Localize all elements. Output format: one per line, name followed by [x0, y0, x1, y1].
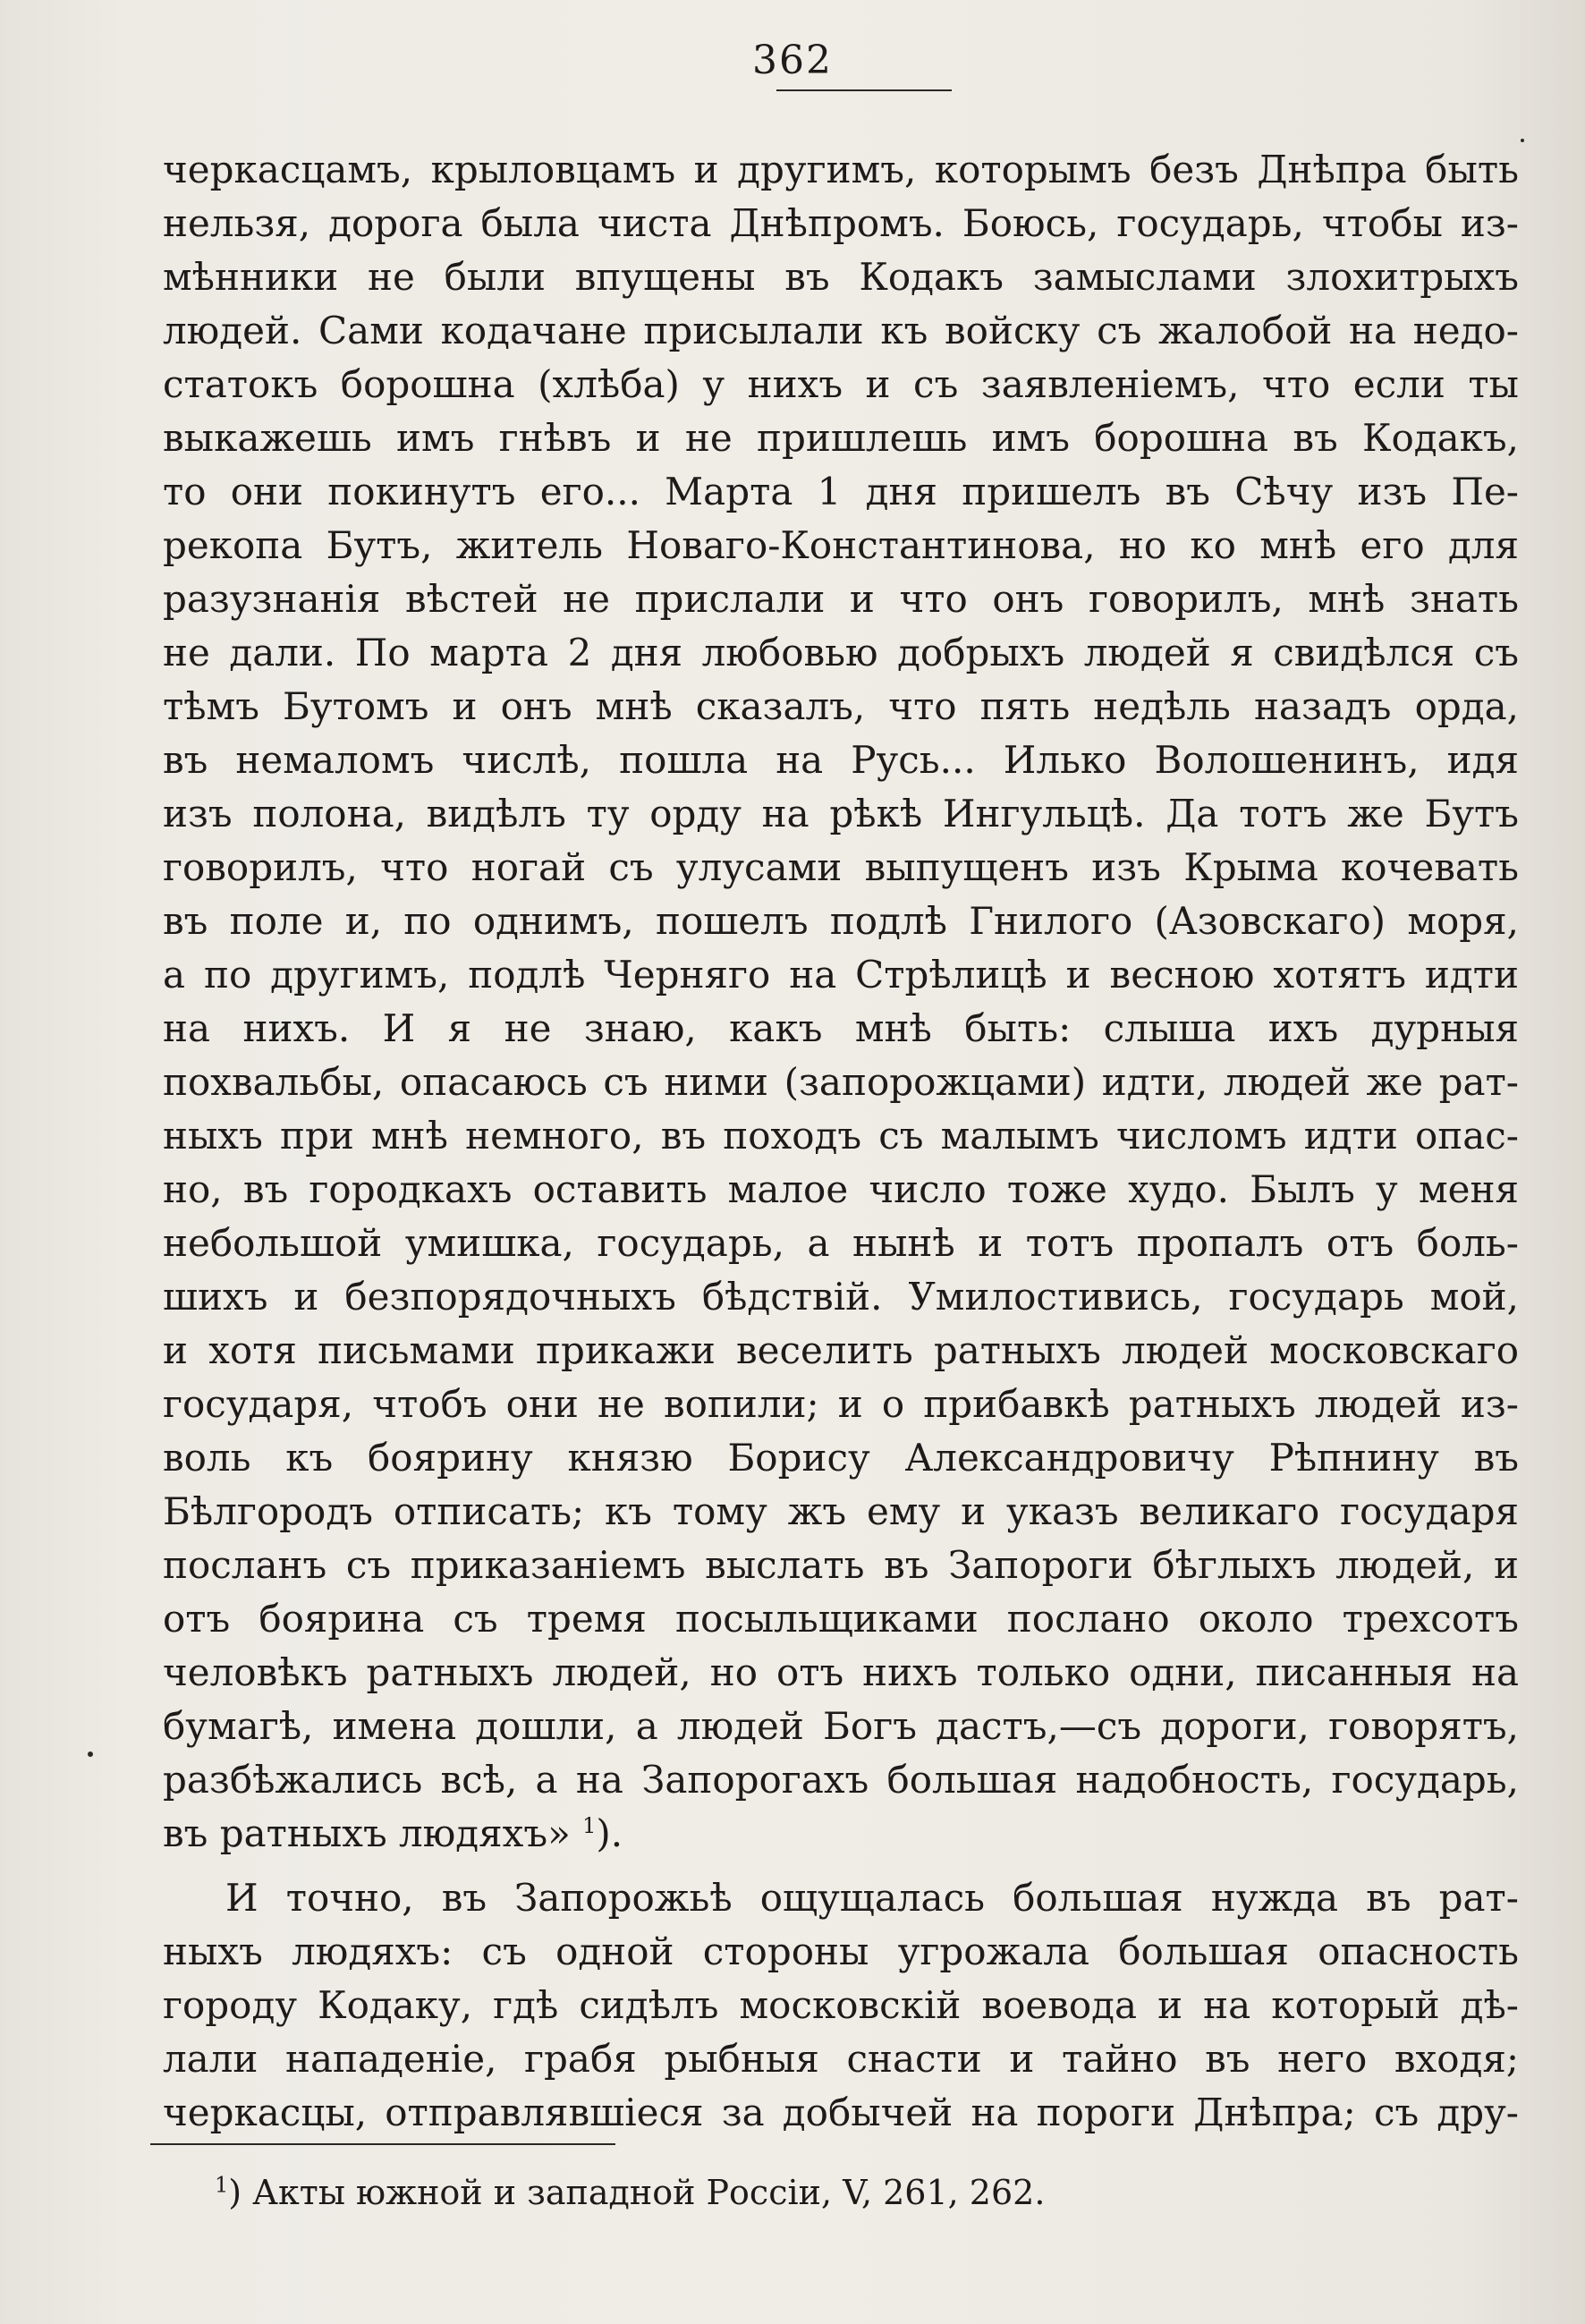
- text-line: нельзя, дорога была чиста Днѣпромъ. Боюсь, государь, чтобы из-: [163, 201, 1519, 245]
- text-line: говорилъ, что ногай съ улусами выпущенъ изъ Крыма кочевать: [163, 845, 1519, 889]
- footnote-rule: [150, 2143, 615, 2145]
- text-line: черкасцамъ, крыловцамъ и другимъ, которымъ безъ Днѣпра быть: [163, 148, 1519, 191]
- footnote-marker: 1: [215, 2172, 229, 2198]
- text-line: городу Кодаку, гдѣ сидѣлъ московскій воевода и на который дѣ-: [163, 1983, 1519, 2027]
- margin-dot: [88, 1751, 93, 1757]
- text-line: но, въ городкахъ оставить малое число тоже худо. Былъ у меня: [163, 1167, 1519, 1211]
- text-line: то они покинутъ его... Марта 1 дня пришелъ въ Сѣчу изъ Пе-: [163, 470, 1519, 513]
- text-fragment: въ ратныхъ людяхъ»: [163, 1811, 571, 1855]
- text-line: И точно, въ Запорожьѣ ощущалась большая нужда въ рат-: [225, 1876, 1519, 1920]
- text-line: и хотя письмами прикажи веселить ратныхъ людей московскаго: [163, 1328, 1519, 1372]
- text-line: ныхъ при мнѣ немного, въ походъ съ малымъ числомъ идти опас-: [163, 1114, 1519, 1158]
- text-line: мѣнники не были впущены въ Кодакъ замыслами злохитрыхъ: [163, 255, 1519, 299]
- text-line: въ немаломъ числѣ, пошла на Русь... Илько Волошенинъ, идя: [163, 738, 1519, 782]
- text-line: бумагѣ, имена дошли, а людей Богъ дастъ,—съ дороги, говорятъ,: [163, 1704, 1519, 1748]
- text-line: посланъ съ приказаніемъ выслать въ Запороги бѣглыхъ людей, и: [163, 1543, 1519, 1587]
- text-line: ныхъ людяхъ: съ одной стороны угрожала большая опасность: [163, 1930, 1519, 1973]
- text-line: разбѣжались всѣ, а на Запорогахъ большая надобность, государь,: [163, 1758, 1519, 1802]
- footnote-reference[interactable]: 1: [582, 1813, 597, 1838]
- text-line: статокъ борошна (хлѣба) у нихъ и съ заявленіемъ, что если ты: [163, 362, 1519, 406]
- text-line: отъ боярина съ тремя посыльщиками послано около трехсотъ: [163, 1597, 1519, 1641]
- paragraph: [163, 1871, 1519, 2140]
- text-line: небольшой умишка, государь, а нынѣ и тотъ пропалъ отъ боль-: [163, 1221, 1519, 1265]
- paragraph-gap: [163, 1861, 1519, 1871]
- text-line: человѣкъ ратныхъ людей, но отъ нихъ только одни, писанныя на: [163, 1650, 1519, 1694]
- page-number-rule: [776, 89, 952, 91]
- text-line: лали нападеніе, грабя рыбныя снасти и тайно въ него входя;: [163, 2037, 1519, 2081]
- text-line: въ поле и, по однимъ, пошелъ подлѣ Гнилого (Азовскаго) моря,: [163, 899, 1519, 943]
- text-line: разузнанія вѣстей не прислали и что онъ говорилъ, мнѣ знать: [163, 577, 1519, 621]
- page-number: 362: [752, 38, 833, 83]
- text-line: шихъ и безпорядочныхъ бѣдствій. Умилостивись, государь мой,: [163, 1275, 1519, 1319]
- text-line: воль къ боярину князю Борису Александровичу Рѣпнину въ: [163, 1436, 1519, 1480]
- paragraph: [163, 143, 1519, 1861]
- text-line: государя, чтобъ они не вопили; и о прибавкѣ ратныхъ людей из-: [163, 1382, 1519, 1426]
- footnote-text: ) Акты южной и западной Россіи, V, 261, 262.: [228, 2173, 1046, 2212]
- text-line: похвальбы, опасаюсь съ ними (запорожцами) идти, людей же рат-: [163, 1060, 1519, 1104]
- text-line: людей. Сами кодачане присылали къ войску съ жалобой на недо-: [163, 309, 1519, 352]
- text-line: черкасцы, отправлявшіеся за добычей на пороги Днѣпра; съ дру-: [163, 2091, 1519, 2134]
- text-line: не дали. По марта 2 дня любовью добрыхъ людей я свидѣлся съ: [163, 631, 1519, 674]
- text-line: [163, 1807, 1519, 1861]
- text-line: выкажешь имъ гнѣвъ и не пришлешь имъ борошна въ Кодакъ,: [163, 416, 1519, 460]
- text-line: а по другимъ, подлѣ Черняго на Стрѣлицѣ и весною хотятъ идти: [163, 953, 1519, 997]
- text-fragment: ).: [596, 1811, 623, 1855]
- text-line: тѣмъ Бутомъ и онъ мнѣ сказалъ, что пять недѣль назадъ орда,: [163, 684, 1519, 728]
- text-line: Бѣлгородъ отписать; къ тому жъ ему и указъ великаго государя: [163, 1489, 1519, 1533]
- footnote: [215, 2169, 1045, 2216]
- text-line: изъ полона, видѣлъ ту орду на рѣкѣ Ингульцѣ. Да тотъ же Бутъ: [163, 792, 1519, 835]
- margin-dot: [1521, 139, 1524, 142]
- text-line: рекопа Бутъ, житель Новаго-Константинова, но ко мнѣ его для: [163, 523, 1519, 567]
- main-text: [163, 143, 1519, 2140]
- text-line: на нихъ. И я не знаю, какъ мнѣ быть: слыша ихъ дурныя: [163, 1006, 1519, 1050]
